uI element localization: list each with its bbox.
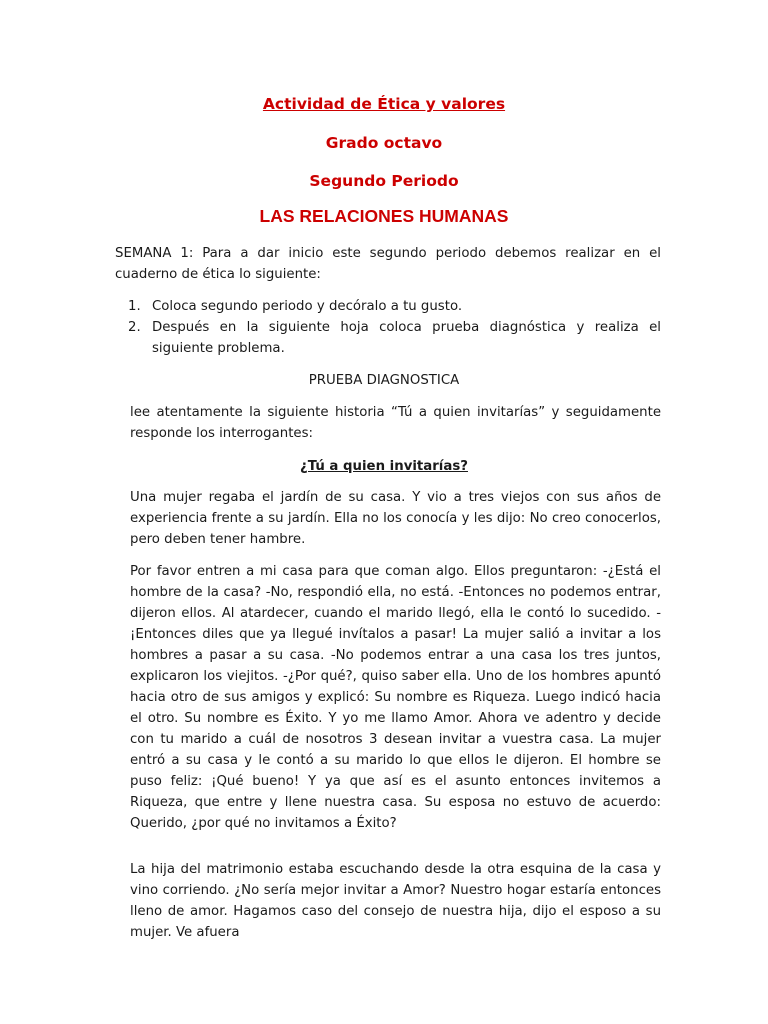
- story-paragraph: Por favor entren a mi casa para que coman algo. Ellos preguntaron: -¿Está el hombre de la casa? -No, respondió ella, no está. -Entonces no podemos entrar, dijeron ellos. Al atardecer, cuando el marido llegó, ella le contó lo sucedido. -¡Entonces diles que ya llegué invítalos a pasar! La mujer salió a invitar a los hombres a pasar a su casa. -No podemos entrar a una casa los tres juntos, explicaron los viejitos. -¿Por qué?, quiso saber ella. Uno de los hombres apuntó hacia otro de sus amigos y explicó: Su nombre es Riqueza. Luego indicó hacia el otro. Su nombre es Éxito. Y yo me llamo Amor. Ahora ve adentro y decide con tu marido a cuál de nosotros 3 desean invitar a vuestra casa. La mujer entró a su casa y le contó a su marido lo que ellos le dijeron. El hombre se puso feliz: ¡Qué bueno! Y ya que así es el asunto entonces invitemos a Riqueza, que entre y llene nuestra casa. Su esposa no estuvo de acuerdo: Querido, ¿por qué no invitamos a Éxito?: [130, 564, 661, 831]
- reading-instruction: lee atentamente la siguiente historia “Tú a quien invitarías” y seguidamente responde los interrogantes:: [130, 405, 661, 441]
- topic-heading: LAS RELACIONES HUMANAS: [259, 206, 509, 226]
- period-heading: Segundo Periodo: [309, 172, 459, 190]
- story-paragraph: La hija del matrimonio estaba escuchando desde la otra esquina de la casa y vino corriendo. ¿No sería mejor invitar a Amor? Nuestro hogar estaría entonces lleno de amor. Hagamos caso del consejo de nuestra hija, dijo el esposo a su mujer. Ve afuera: [130, 862, 661, 940]
- story-paragraph: Una mujer regaba el jardín de su casa. Y vio a tres viejos con sus años de experiencia frente a su jardín. Ella no los conocía y les dijo: No creo conocerlos, pero deben tener hambre.: [130, 490, 661, 547]
- grade-heading: Grado octavo: [325, 134, 443, 152]
- story-title: ¿Tú a quien invitarías?: [300, 459, 468, 474]
- document-title: Actividad de Ética y valores: [262, 95, 506, 113]
- list-item-number: 2.: [128, 320, 141, 335]
- diagnostic-test-heading: PRUEBA DIAGNOSTICA: [308, 373, 460, 388]
- steps-list: [128, 296, 661, 359]
- week-instructions: SEMANA 1: Para a dar inicio este segundo periodo debemos realizar en el cuaderno de ética lo siguiente:: [115, 246, 661, 282]
- list-item: [128, 296, 661, 317]
- list-item-number: 1.: [128, 299, 141, 314]
- list-item-text: Coloca segundo periodo y decóralo a tu gusto.: [152, 299, 463, 314]
- list-item: [128, 317, 661, 359]
- list-item-text: Después en la siguiente hoja coloca prueba diagnóstica y realiza el siguiente problema.: [152, 320, 661, 356]
